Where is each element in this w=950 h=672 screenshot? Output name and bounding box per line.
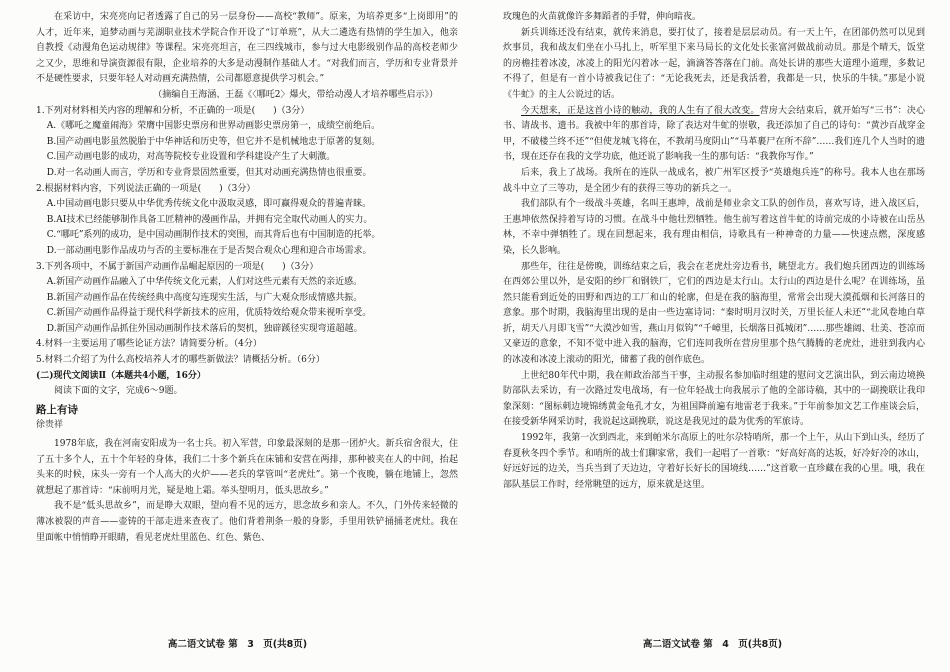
story-paragraph-10: 1992年，我第一次到西北，来到帕米尔高原上的吐尔尕特哨所，那一个上午，从山下到山头，经历了春夏秋冬四个季节。和哨所的战士们聊家常，我们一起唱了一首歌：“好高好高的达坂，好冷好冷的冰山，好远好远的边关，当兵当到了天边边，守着好长好长的国境线……”这首歌一直珍藏在我的心里。哦，我在部队基层工作时，经常眺望的远方，原来就是这里。 [503, 433, 925, 490]
question-1: 1.下列对材料相关内容的理解和分析，不正确的一项是( )（3分） [36, 105, 310, 116]
story-paragraph-9: 上世纪80年代中期，我在师政治部当干事，主动报名参加临时组建的慰问文艺演出队，到云南边境换防部队去采访，有一次路过发电战场，有一位年轻战士向我展示了他的全部诗稿，其中的一副挽联让我印象深刻：“图标刺边境锦绣黄金龟孔才女，为祖国降前遍有地雷老于我来。”于年前参加文艺工作座谈会后，在接受新华网采访时，我说起这副挽联，说这是我见过的最为优秀的军旅诗。 [503, 370, 925, 428]
story-paragraph-4: 新兵训练还没有结束，就传来消息，要打仗了，接着是层层动员。有一天上午，在团部仍然可以见到炊事员，我和战友们坐在小马扎上，听军里下来马局长的文化处长张富河做战前动员。那是个晴天，饭堂的房檐挂着冰凌，冰凌上的阳光闪着冰一起，滴滴答答落在门前。高处长讲的那些大道理小道理，多数记不得了，但是有一首小诗被我记住了：“无论我死去，还是我活着，我都是一只，快乐的牛犊。”那是小说《牛虻》的主人公说过的话。 [503, 27, 925, 100]
story-paragraph-6: 后来，我上了战场。我所在的连队一战成名，被广州军区授予“英雄炮兵连”的称号。我本人也在那场战斗中立了三等功，是全团少有的获得三等功的新兵之一。 [503, 167, 925, 194]
section-heading: (二)现代文阅读Ⅱ（本题共4小题，16分） [36, 370, 206, 381]
page-4-footer: 高二语文试卷 第 4 页(共8页) [642, 639, 783, 650]
question-2: 2.根据材料内容，下列说法正确的一项是( )（3分） [36, 183, 256, 194]
question-5: 5.材料二介绍了为什么高校培养人才的哪些新做法？请概括分析。（6分） [36, 355, 325, 366]
page-3-footer: 高二语文试卷 第 3 页(共8页) [167, 639, 308, 650]
question-1-option-d: D.对一名动画人而言，学历和专业背景固然重要，但其对动画充满热情也很重要。 [46, 167, 372, 178]
story-paragraph-8: 那些年，往往是傍晚，训练结束之后，我会在老虎灶旁边看书，眺望北方。我们炮兵团西边的训练场在西郊公里以外，是安阳的纱厂和钢铁厂，它们的西边是太行山。太行山的西边是什么呢？在训练场，虽然只能看到近处的田野和西边的工厂和山的轮廓，但是在我的脑海里，常常会出现大漠孤烟和长河落日的意象。那个时期，我脑海里出现的是由一些边塞诗词：“秦时明月汉时关，万里长征人未还”“北风卷地白草折，胡天八月即飞雪”“大漠沙如雪，燕山月似钩”“千嶂里，长烟落日孤城闭”……那些雄阔、壮美、苍凉而又豪迈的意象，不知不觉中进入我的脑海，它们连同我所在营房里那个热气腾腾的老虎灶，进驻到我内心的冰凌和冰凌上滚动的阳光，储蓄了我的创作底色。 [503, 261, 925, 366]
question-2-option-b: B.AI技术已经能够制作具备工匠精神的漫画作品，并拥有完全取代动画人的实力。 [46, 214, 373, 225]
story-title: 路上有诗 [36, 403, 78, 416]
question-1-option-a: A.《哪吒之魔童闹海》荣膺中国影史票房和世界动画影史票房第一，成绩空前绝后。 [46, 121, 381, 132]
story-paragraph-5 [503, 104, 925, 166]
question-2-option-a: A.中国动画电影只要从中华优秀传统文化中汲取灵感，即可赢得观众的普遍青睐。 [46, 199, 372, 210]
question-3-option-a: A.新国产动画作品融入了中华传统文化元素，人们对这些元素有天然的亲近感。 [46, 277, 363, 288]
story-paragraph-3: 玫瑰色的火苗就像许多舞蹈者的手臂，伸向暗夜。 [503, 12, 702, 22]
question-3-option-b: B.新国产动画作品在传统经典中高度勾连现实生活，与广大观众形成情感共振。 [46, 292, 363, 303]
story-paragraph-1: 1978年底，我在河南安阳成为一名士兵。初入军营，印象最深刻的是那一团炉火。新兵宿舍很大，住了五十多个人，五十个年轻的身体，我们二十多个新兵在床铺和安营在两排，那种被夹在人的中间，抬起头来的时候，床头一旁有一个人高大的火炉——老兵的掌管叫“老虎灶”。第一个夜晚，躺在地铺上，忽然就想起了那首诗：“床前明月光，疑是地上霜。举头望明月，低头思故乡。” [36, 439, 458, 496]
question-1-option-b: B.国产动画电影虽然脱胎于中华神话和历史等，但它并不是机械地忠于原著的复刻。 [46, 136, 381, 147]
question-3: 3.下列各项中，不属于新国产动画作品崛起原因的一项是( )（3分） [36, 261, 319, 272]
question-3-option-c: C.新国产动画作品得益于现代科学新技术的应用，优质特效给观众带来视听享受。 [46, 308, 372, 319]
exam-page-4 [475, 0, 950, 672]
story-paragraph-7: 我们部队有个一级战斗英雄，名叫王惠坤，战前是师业余文工队的创作员，喜欢写诗，进入战区后，王惠坤依然保持着写诗的习惯。在战斗中他壮烈牺牲。他生前写着这首牛虻的诗前完成的小诗被在山岳丛林，不幸中弹牺牲了。现在回想起来，我有理由相信，诗歌具有一种神奇的力量——快速点燃，深度感染，长久影响。 [503, 199, 925, 256]
material-source: （摘编自王海涵、王磊《〈哪吒2〉爆火，带给动漫人才培养哪些启示》） [153, 89, 438, 100]
material-2-paragraph: 在采访中，宋亮亮向记者透露了自己的另一层身份——高校“教师”。原来，为培养更多“上岗即用”的人才，近年来，追梦动画与芜湖职业技术学院合作开设了“订单班”，从大二遴选有热情的学生加入，他亲自教授《动漫角色运动规律》等课程。宋亮亮坦言，在三四线城市，参与过大电影级别作品的高校老师少之又少，思维和导演资源很有限，企业培养的大多是动漫制作基础人才。“对我们而言，学历和专业背景并不是硬性要求，只要年轻人对动画充满热情，公司都愿意提供学习机会。” [36, 12, 458, 85]
page-4-text-column [503, 10, 925, 630]
page-3-text-column [36, 10, 458, 630]
story-paragraph-5-rest: 营房大会结束后，就开始写“三书”：决心书、请战书、遗书。我被中年的那首诗，除了表达对牛虻的崇敬，我还添加了自己的诗句：“黄沙百战穿金甲，不破楼兰终不还”“但使龙城飞将在，不教胡马度阴山”“马革裹尸在所不辞”……我们连几个人当时的遗书，现在还存在我的文学功底，他还说了影响我一生的那句话：“我教你写作。” [503, 105, 925, 163]
question-2-option-c: C.“哪吒”系列的成功，是中国动画制作技术的突围，而其背后也有中国制造的托举。 [46, 230, 381, 241]
underlined-sentence: 今天想来，正是这首小诗的触动，我的人生有了很大改变。 [521, 105, 760, 116]
story-paragraph-2: 我不是“低头思故乡”，而是睁大双眼，望向看不见的远方，思念故乡和亲人。不久，门外传来轻微的薄冰被裂的声音——壶铸的干部走进来查夜了。他们背着荆条一般的身影，手里用铁铲捅捅老虎灶。我在里面帐中悄悄睁开眼睛，看见老虎灶里蓝色、红色、紫色、 [36, 501, 458, 543]
question-4: 4.材料一主要运用了哪些论证方法？请简要分析。（4分） [36, 339, 262, 350]
question-1-option-c: C.国产动画电影的成功，对高等院校专业设置和学科建设产生了大刺激。 [46, 152, 336, 163]
question-3-option-d: D.新国产动画作品抓住外国动画制作技术落后的契机，独辟蹊径实现弯道超越。 [46, 323, 363, 334]
question-2-option-d: D.一部动画电影作品成功与否的主要标准在于是否契合观众心理和迎合市场需求。 [46, 245, 372, 256]
story-author: 徐贵祥 [36, 420, 64, 431]
reading-instruction: 阅读下面的文字，完成6～9题。 [54, 386, 183, 397]
